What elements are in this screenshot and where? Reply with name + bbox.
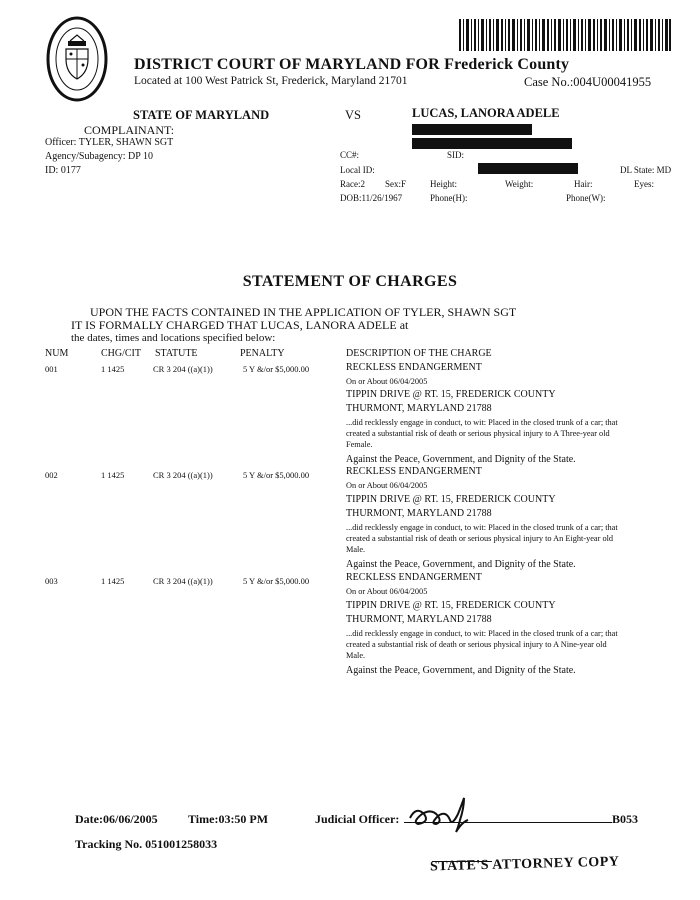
charge-statute: CR 3 204 ((a)(1)) [153, 364, 213, 374]
weight: Weight: [505, 179, 534, 189]
charge-row [0, 466, 700, 572]
officer-code: B053 [612, 812, 639, 826]
case-number: Case No.:004U00041955 [524, 75, 652, 89]
local-id: Local ID: [340, 165, 375, 175]
officer-name: Officer: TYLER, SHAWN SGT [45, 137, 174, 148]
charge-detail: ...did recklessly engage in conduct, to wit: Placed in the closed trunk of a car; that [346, 523, 618, 532]
charge-date: On or About 06/04/2005 [346, 481, 428, 490]
charge-chg: 1 1425 [101, 470, 125, 480]
phone-work: Phone(W): [566, 193, 606, 203]
eyes: Eyes: [634, 179, 654, 189]
race: Race:2 [340, 179, 365, 189]
issue-time: Time:03:50 PM [188, 812, 269, 826]
charge-closing: Against the Peace, Government, and Dignity of the State. [346, 665, 576, 676]
charge-row [0, 362, 700, 466]
statement-line: UPON THE FACTS CONTAINED IN THE APPLICATION OF TYLER, SHAWN SGT [90, 305, 517, 319]
stamp-strike [432, 861, 492, 862]
charge-closing: Against the Peace, Government, and Dignity of the State. [346, 454, 576, 465]
court-seal [46, 15, 108, 103]
redaction-bar [412, 124, 532, 135]
charge-detail: Male. [346, 545, 366, 554]
copy-stamp: STATE'S ATTORNEY COPY [429, 854, 620, 875]
charge-statute: CR 3 204 ((a)(1)) [153, 576, 213, 586]
defendant-name: LUCAS, LANORA ADELE [412, 106, 560, 120]
column-header-statute: STATUTE [155, 348, 198, 359]
column-header-chg: CHG/CIT [101, 348, 141, 359]
versus-label: VS [345, 108, 361, 122]
document-title: STATEMENT OF CHARGES [242, 273, 458, 290]
agency: Agency/Subagency: DP 10 [45, 151, 153, 162]
charge-detail: created a substantial risk of death or serious physical injury to A Three-year old [346, 429, 610, 438]
plaintiff-name: STATE OF MARYLAND [133, 108, 270, 122]
judicial-signature [404, 796, 484, 834]
charge-place: TIPPIN DRIVE @ RT. 15, FREDERICK COUNTY [346, 389, 556, 400]
charge-statute: CR 3 204 ((a)(1)) [153, 470, 213, 480]
charge-date: On or About 06/04/2005 [346, 377, 428, 386]
dl-state: DL State: MD [620, 165, 672, 175]
charge-chg: 1 1425 [101, 364, 125, 374]
charge-date: On or About 06/04/2005 [346, 587, 428, 596]
phone-home: Phone(H): [430, 193, 468, 203]
statement-line: IT IS FORMALLY CHARGED THAT LUCAS, LANORA ADELE at [71, 318, 409, 332]
charge-city: THURMONT, MARYLAND 21788 [346, 403, 492, 414]
charge-city: THURMONT, MARYLAND 21788 [346, 614, 492, 625]
charge-detail: Male. [346, 651, 366, 660]
sex: Sex:F [385, 179, 407, 189]
height: Height: [430, 179, 457, 189]
charge-detail: ...did recklessly engage in conduct, to wit: Placed in the closed trunk of a car; that [346, 418, 618, 427]
charge-penalty: 5 Y &/or $5,000.00 [243, 364, 310, 374]
column-header-num: NUM [45, 348, 69, 359]
charge-chg: 1 1425 [101, 576, 125, 586]
charge-detail: Female. [346, 440, 373, 449]
charge-num: 003 [45, 576, 58, 586]
tracking-number: Tracking No. 051001258033 [75, 837, 218, 851]
barcode [459, 19, 671, 51]
charge-city: THURMONT, MARYLAND 21788 [346, 508, 492, 519]
charge-num: 002 [45, 470, 58, 480]
charge-penalty: 5 Y &/or $5,000.00 [243, 576, 310, 586]
charge-row [0, 572, 700, 682]
issue-date: Date:06/06/2005 [75, 812, 158, 826]
charge-name: RECKLESS ENDANGERMENT [346, 466, 482, 477]
charge-detail: created a substantial risk of death or serious physical injury to A Nine-year old [346, 640, 607, 649]
statement-line: the dates, times and locations specified below: [71, 332, 276, 344]
column-header-description: DESCRIPTION OF THE CHARGE [346, 348, 492, 359]
charge-detail: ...did recklessly engage in conduct, to wit: Placed in the closed trunk of a car; that [346, 629, 618, 638]
charge-num: 001 [45, 364, 58, 374]
complainant-label: COMPLAINANT: [84, 123, 175, 137]
sid: SID: [447, 150, 465, 160]
charge-penalty: 5 Y &/or $5,000.00 [243, 470, 310, 480]
charge-place: TIPPIN DRIVE @ RT. 15, FREDERICK COUNTY [346, 494, 556, 505]
date-of-birth: DOB:11/26/1967 [340, 193, 403, 203]
redaction-bar [478, 163, 578, 174]
charge-place: TIPPIN DRIVE @ RT. 15, FREDERICK COUNTY [346, 600, 556, 611]
hair: Hair: [574, 179, 593, 189]
officer-id: ID: 0177 [45, 165, 81, 176]
charge-closing: Against the Peace, Government, and Dignity of the State. [346, 559, 576, 570]
charge-detail: created a substantial risk of death or serious physical injury to An Eight-year old [346, 534, 614, 543]
column-header-penalty: PENALTY [240, 348, 285, 359]
court-location: Located at 100 West Patrick St, Frederick, Maryland 21701 [134, 75, 408, 87]
court-title: DISTRICT COURT OF MARYLAND FOR Frederick County [134, 56, 570, 73]
redaction-bar [412, 138, 572, 149]
cc-number: CC#: [340, 150, 360, 160]
charge-name: RECKLESS ENDANGERMENT [346, 572, 482, 583]
charge-name: RECKLESS ENDANGERMENT [346, 362, 482, 373]
judicial-officer-label: Judicial Officer: [315, 812, 400, 826]
